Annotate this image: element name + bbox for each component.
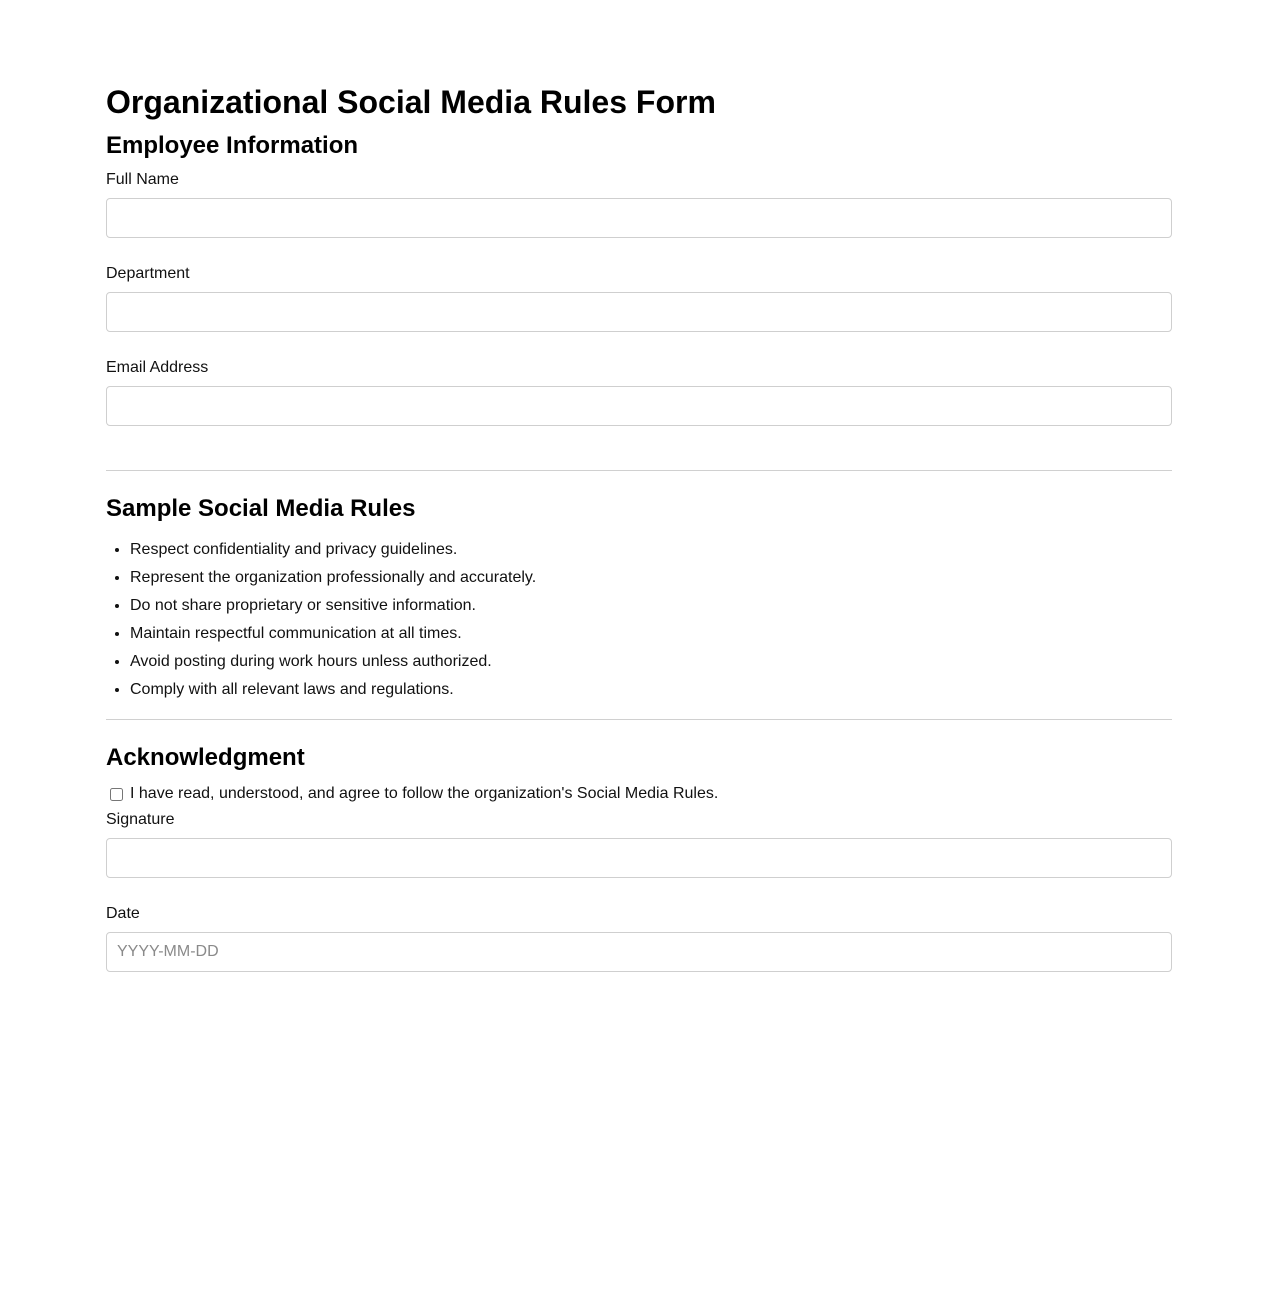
email-address-label: Email Address (106, 359, 209, 376)
social-media-rules-section (106, 494, 1172, 700)
rule-item: • Maintain respectful communication at all times. (130, 624, 1172, 644)
department-input[interactable] (106, 292, 1172, 332)
rules-list (106, 540, 1172, 700)
form-page (106, 0, 1172, 972)
acknowledgment-heading: Acknowledgment (106, 744, 305, 771)
section-divider (106, 470, 1172, 471)
rule-item: • Avoid posting during work hours unless authorized. (130, 652, 1172, 672)
agree-label: I have read, understood, and agree to follow the organization's Social Media Rules. (130, 785, 719, 802)
acknowledgment-section (106, 743, 1172, 972)
signature-label: Signature (106, 811, 175, 828)
rule-item: • Comply with all relevant laws and regulations. (130, 680, 1172, 700)
email-address-input[interactable] (106, 386, 1172, 426)
section-divider (106, 719, 1172, 720)
rule-item: • Represent the organization professionally and accurately. (130, 568, 1172, 588)
date-label: Date (106, 905, 140, 922)
employee-information-heading: Employee Information (106, 132, 359, 159)
page-title: Organizational Social Media Rules Form (106, 84, 716, 120)
employee-information-section (106, 131, 1172, 426)
full-name-label: Full Name (106, 171, 179, 188)
date-input[interactable] (106, 932, 1172, 972)
social-media-rules-heading: Sample Social Media Rules (106, 495, 416, 522)
rule-item: • Respect confidentiality and privacy guidelines. (130, 540, 1172, 560)
signature-input[interactable] (106, 838, 1172, 878)
rule-item: • Do not share proprietary or sensitive information. (130, 596, 1172, 616)
agree-row (106, 784, 1172, 804)
full-name-input[interactable] (106, 198, 1172, 238)
agree-checkbox[interactable] (110, 788, 123, 801)
department-label: Department (106, 265, 190, 282)
